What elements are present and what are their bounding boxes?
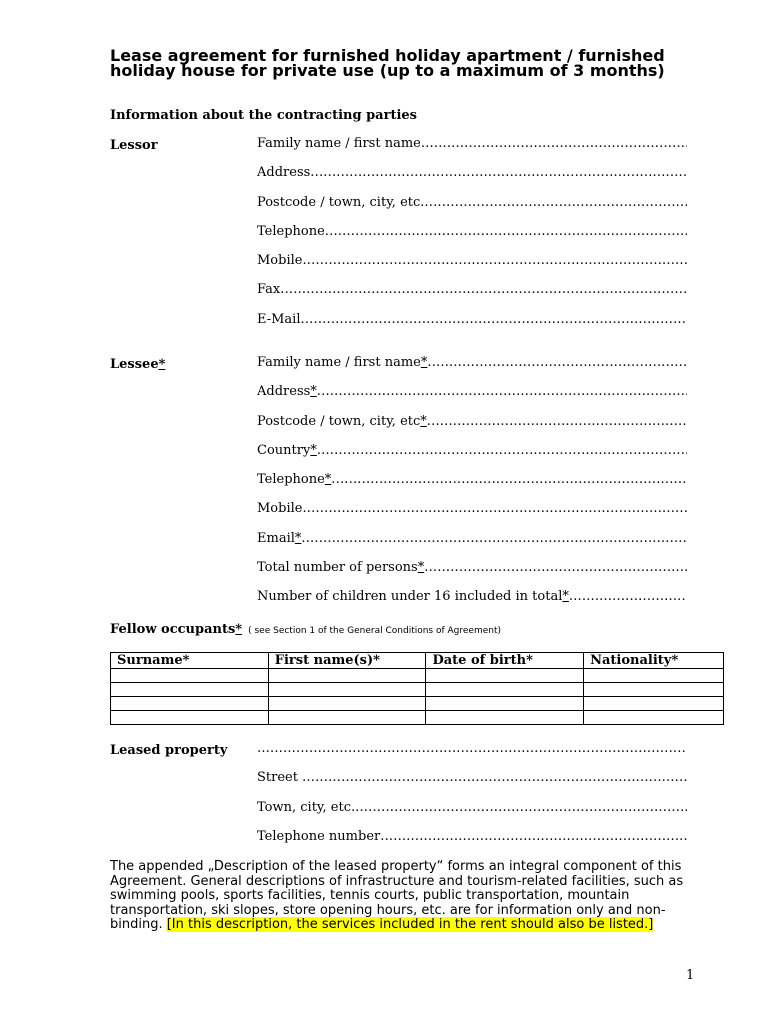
lessee-label xyxy=(110,357,165,372)
lessor-field-mobile[interactable] xyxy=(257,253,687,282)
field-label: Mobile xyxy=(257,253,303,269)
column-header-first-names: First name(s)* xyxy=(268,653,426,669)
document-title: Lease agreement for furnished holiday apartment / furnished holiday house for private use (up to a maximum of 3 months) xyxy=(110,46,665,80)
table-cell[interactable] xyxy=(268,697,426,711)
fill-in-line xyxy=(310,165,687,180)
table-header-row xyxy=(111,653,724,669)
lessor-label: Lessor xyxy=(110,138,158,153)
table-cell[interactable] xyxy=(268,711,426,725)
field-label: Fax xyxy=(257,282,281,298)
lessor-field-postcode[interactable] xyxy=(257,195,687,224)
lessor-field-email[interactable] xyxy=(257,312,687,341)
table-cell[interactable] xyxy=(268,669,426,683)
field-label: Postcode / town, city, etc. xyxy=(257,194,425,210)
lessee-fields xyxy=(257,355,687,619)
paragraph-text: The appended „Description of the leased property“ forms an integral component of this Agreement. General descriptions of infrastructure and tourism-related facilities, such as swimming pools, sports facilities, tennis courts, public transportation, mountain transportation, ski slopes, store opening hours, etc. are for information only and non-binding. xyxy=(110,859,684,933)
fill-in-line xyxy=(302,501,687,516)
table-row xyxy=(111,697,724,711)
lessor-field-address[interactable] xyxy=(257,165,687,194)
fill-in-line xyxy=(317,443,687,458)
table-cell[interactable] xyxy=(426,711,584,725)
table-row xyxy=(111,683,724,697)
field-label: Address xyxy=(257,384,311,400)
lessee-label-text: Lessee xyxy=(110,357,159,372)
fill-in-line xyxy=(317,384,687,399)
table-cell[interactable] xyxy=(584,669,724,683)
required-mark: * xyxy=(324,472,332,488)
table-cell[interactable] xyxy=(111,683,269,697)
page-number: 1 xyxy=(686,968,695,983)
field-label: Town, city, etc. xyxy=(257,799,356,815)
field-label: Postcode / town, city, etc xyxy=(257,413,421,429)
column-header-nationality: Nationality* xyxy=(584,653,724,669)
table-cell[interactable] xyxy=(268,683,426,697)
lessee-field-email[interactable] xyxy=(257,531,687,560)
field-label: Total number of persons xyxy=(257,560,418,576)
required-mark: * xyxy=(158,357,166,372)
lessee-field-postcode[interactable] xyxy=(257,414,687,443)
required-mark: * xyxy=(294,530,302,546)
table-cell[interactable] xyxy=(584,711,724,725)
fill-in-line xyxy=(421,136,687,151)
fill-in-line xyxy=(325,224,687,239)
lessee-field-name[interactable] xyxy=(257,355,687,384)
fill-in-line xyxy=(301,531,687,546)
field-label: E-Mail xyxy=(257,311,301,327)
field-label: Email xyxy=(257,530,295,546)
lessor-field-name[interactable] xyxy=(257,136,687,165)
table-row xyxy=(111,669,724,683)
field-label: Mobile xyxy=(257,501,303,517)
lessee-field-address[interactable] xyxy=(257,384,687,413)
column-header-date-of-birth: Date of birth* xyxy=(426,653,584,669)
field-label: Address xyxy=(257,165,311,181)
fill-in-line xyxy=(301,312,687,327)
lessee-field-children-under-16[interactable] xyxy=(257,589,687,618)
field-label: Telephone xyxy=(257,223,325,239)
field-label: Telephone xyxy=(257,472,325,488)
table-cell[interactable] xyxy=(426,669,584,683)
leased-property-field-description[interactable] xyxy=(257,741,687,770)
table-cell[interactable] xyxy=(111,669,269,683)
lessee-field-country[interactable] xyxy=(257,443,687,472)
leased-property-label: Leased property xyxy=(110,743,228,758)
fill-in-line xyxy=(380,829,687,844)
table-cell[interactable] xyxy=(111,711,269,725)
table-cell[interactable] xyxy=(584,683,724,697)
leased-property-field-telephone[interactable] xyxy=(257,829,687,858)
field-label: Street xyxy=(257,770,303,786)
leased-property-field-street[interactable] xyxy=(257,770,687,799)
highlighted-note: [In this description, the services included in the rent should also be listed.] xyxy=(166,917,654,933)
fill-in-line xyxy=(569,589,687,604)
field-label: Country xyxy=(257,442,311,458)
fill-in-line xyxy=(302,770,687,785)
fill-in-line xyxy=(424,195,687,210)
lessee-field-telephone[interactable] xyxy=(257,472,687,501)
fill-in-line xyxy=(427,355,687,370)
lessor-field-fax[interactable] xyxy=(257,282,687,311)
fellow-occupants-table xyxy=(110,652,724,725)
lessor-field-telephone[interactable] xyxy=(257,224,687,253)
table-cell[interactable] xyxy=(111,697,269,711)
section-heading: Information about the contracting parties xyxy=(110,108,417,123)
fellow-occupants-note: ( see Section 1 of the General Conditions of Agreement) xyxy=(248,626,502,636)
leased-property-fields xyxy=(257,741,687,858)
field-label: Telephone number xyxy=(257,828,381,844)
fellow-occupants-heading xyxy=(110,622,501,637)
required-mark: * xyxy=(310,384,317,400)
lessor-fields xyxy=(257,136,687,341)
field-label: Family name / first name xyxy=(257,136,421,151)
fellow-occupants-label: Fellow occupants xyxy=(110,622,236,637)
field-label: Family name / first name xyxy=(257,355,421,370)
fill-in-line xyxy=(427,414,687,429)
fill-in-line xyxy=(331,472,687,487)
fill-in-line xyxy=(302,253,687,268)
lessee-field-mobile[interactable] xyxy=(257,501,687,530)
field-label: Number of children under 16 included in total xyxy=(257,589,563,605)
lessee-field-total-persons[interactable] xyxy=(257,560,687,589)
required-mark: * xyxy=(562,589,569,605)
column-header-surname: Surname* xyxy=(111,653,269,669)
required-mark: * xyxy=(420,355,428,370)
table-row xyxy=(111,711,724,725)
required-mark: * xyxy=(420,413,427,429)
fill-in-line xyxy=(424,560,687,575)
required-mark: * xyxy=(310,442,317,458)
table-cell[interactable] xyxy=(426,683,584,697)
table-cell[interactable] xyxy=(584,697,724,711)
description-paragraph xyxy=(110,860,700,933)
table-cell[interactable] xyxy=(426,697,584,711)
required-mark: * xyxy=(417,560,425,576)
leased-property-field-town[interactable] xyxy=(257,800,687,829)
fill-in-line xyxy=(257,741,687,756)
fill-in-line xyxy=(355,800,687,815)
required-mark: * xyxy=(235,622,243,637)
fill-in-line xyxy=(280,282,687,297)
